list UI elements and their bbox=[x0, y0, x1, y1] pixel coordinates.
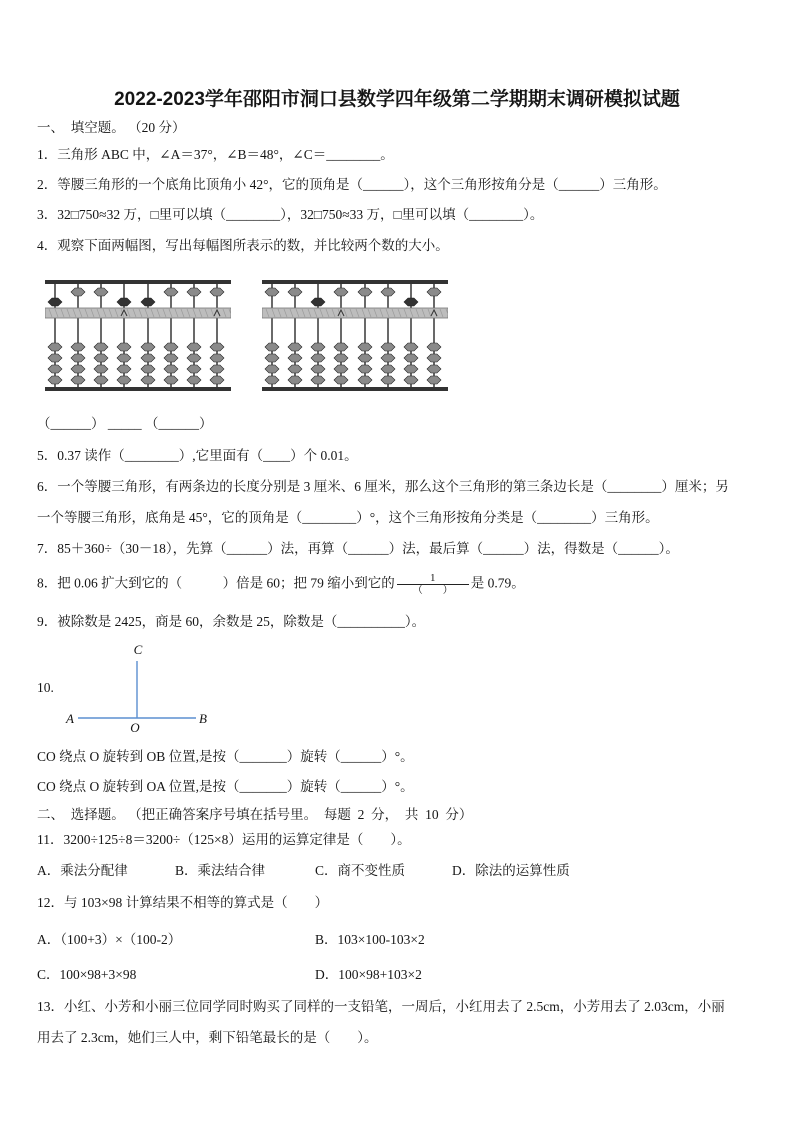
abacus-lower-bead bbox=[427, 343, 441, 351]
abacus-lower-bead bbox=[358, 343, 372, 351]
abacus-lower-bead bbox=[288, 354, 302, 362]
abacus-lower-bead bbox=[334, 365, 348, 373]
question-1: 1．三角形 ABC 中，∠A＝37°，∠B＝48°，∠C＝________。 bbox=[37, 147, 394, 162]
abacus-lower-bead bbox=[187, 365, 201, 373]
abacus-left-figure bbox=[45, 279, 231, 393]
abacus-lower-bead bbox=[210, 376, 224, 384]
abacus-lower-bead bbox=[288, 343, 302, 351]
question-4-answer-line: （______） _____ （______） bbox=[37, 416, 213, 431]
question-10-number: 10. bbox=[37, 680, 54, 695]
abacus-lower-bead bbox=[404, 343, 418, 351]
question-12-option-a: A．（100+3）×（100-2） bbox=[37, 932, 182, 947]
abacus-upper-bead bbox=[334, 288, 348, 296]
abacus-lower-bead bbox=[404, 354, 418, 362]
section-1-heading: 一、 填空题。 （20 分） bbox=[37, 120, 186, 135]
abacus-lower-bead bbox=[381, 376, 395, 384]
abacus-upper-bead bbox=[404, 298, 418, 306]
abacus-lower-bead bbox=[71, 365, 85, 373]
question-7: 7．85＋360÷（30－18），先算（______）法，再算（______）法，最后算（______）法，得数是（______）。 bbox=[37, 541, 679, 556]
question-8-text-after: 是 0.79。 bbox=[470, 575, 525, 591]
question-13-line-2: 用去了 2.3cm，她们三人中，剩下铅笔最长的是（ ）。 bbox=[37, 1030, 378, 1045]
question-12-option-b: B．103×100-103×2 bbox=[315, 932, 425, 947]
abacus-lower-bead bbox=[141, 376, 155, 384]
abacus-lower-bead bbox=[404, 376, 418, 384]
abacus-lower-bead bbox=[71, 343, 85, 351]
point-label-o: O bbox=[130, 720, 140, 735]
abacus-upper-bead bbox=[427, 288, 441, 296]
abacus-lower-bead bbox=[141, 365, 155, 373]
abacus-lower-bead bbox=[187, 376, 201, 384]
question-11-option-b: B．乘法结合律 bbox=[175, 863, 266, 878]
question-11-option-c: C．商不变性质 bbox=[315, 863, 406, 878]
abacus-upper-bead bbox=[187, 288, 201, 296]
abacus-upper-bead bbox=[164, 288, 178, 296]
abacus-upper-bead bbox=[71, 288, 85, 296]
abacus-lower-bead bbox=[404, 365, 418, 373]
abacus-upper-bead bbox=[311, 298, 325, 306]
abacus-lower-bead bbox=[48, 354, 62, 362]
question-4-prompt: 4．观察下面两幅图，写出每幅图所表示的数，并比较两个数的大小。 bbox=[37, 238, 449, 253]
abacus-lower-bead bbox=[187, 354, 201, 362]
abacus-lower-bead bbox=[48, 365, 62, 373]
abacus-lower-bead bbox=[358, 354, 372, 362]
fraction-numerator: 1 bbox=[430, 572, 436, 584]
abacus-lower-bead bbox=[427, 354, 441, 362]
abacus-upper-bead bbox=[288, 288, 302, 296]
abacus-lower-bead bbox=[210, 365, 224, 373]
abacus-lower-bead bbox=[334, 376, 348, 384]
abacus-lower-bead bbox=[164, 376, 178, 384]
abacus-lower-bead bbox=[381, 354, 395, 362]
section-2-heading: 二、 选择题。 （把正确答案序号填在括号里。 每题 2 分， 共 10 分） bbox=[37, 807, 473, 822]
question-12-option-c: C．100×98+3×98 bbox=[37, 967, 137, 982]
exam-title: 2022-2023学年邵阳市洞口县数学四年级第二学期期末调研模拟试题 bbox=[114, 89, 680, 110]
question-6-line-2: 一个等腰三角形，底角是 45°，它的顶角是（________）°，这个三角形按角分类是（________）三角形。 bbox=[37, 510, 659, 525]
question-8-fraction bbox=[397, 572, 469, 597]
question-11-option-a: A．乘法分配律 bbox=[37, 863, 128, 878]
abacus-lower-bead bbox=[311, 376, 325, 384]
abacus-lower-bead bbox=[288, 365, 302, 373]
fraction-denominator: （ ） bbox=[397, 584, 469, 597]
abacus-lower-bead bbox=[164, 343, 178, 351]
abacus-upper-bead bbox=[141, 298, 155, 306]
question-11-option-d: D．除法的运算性质 bbox=[452, 863, 570, 878]
question-12-prompt: 12．与 103×98 计算结果不相等的算式是（ ） bbox=[37, 895, 329, 910]
question-8-text-before: 8．把 0.06 扩大到它的（ ）倍是 60；把 79 缩小到它的 bbox=[37, 575, 395, 591]
abacus-lower-bead bbox=[48, 376, 62, 384]
abacus-lower-bead bbox=[48, 343, 62, 351]
abacus-frame-top bbox=[45, 280, 231, 284]
abacus-lower-bead bbox=[94, 343, 108, 351]
question-8 bbox=[37, 572, 525, 597]
abacus-upper-bead bbox=[94, 288, 108, 296]
abacus-lower-bead bbox=[94, 376, 108, 384]
question-3: 3．32□750≈32 万，□里可以填（________），32□750≈33 万，□里可以填（________）。 bbox=[37, 207, 544, 222]
abacus-lower-bead bbox=[427, 365, 441, 373]
abacus-lower-bead bbox=[94, 354, 108, 362]
abacus-right-figure bbox=[262, 279, 448, 393]
abacus-lower-bead bbox=[210, 354, 224, 362]
point-label-a: A bbox=[66, 711, 74, 726]
abacus-lower-bead bbox=[265, 365, 279, 373]
abacus-frame-bottom bbox=[262, 387, 448, 391]
abacus-frame-bottom bbox=[45, 387, 231, 391]
abacus-lower-bead bbox=[117, 354, 131, 362]
question-5: 5．0.37 读作（________）,它里面有（____）个 0.01。 bbox=[37, 448, 358, 463]
abacus-lower-bead bbox=[210, 343, 224, 351]
abacus-lower-bead bbox=[381, 365, 395, 373]
abacus-lower-bead bbox=[71, 376, 85, 384]
abacus-upper-bead bbox=[358, 288, 372, 296]
point-label-b: B bbox=[199, 711, 207, 726]
question-11-prompt: 11．3200÷125÷8＝3200÷（125×8）运用的运算定律是（ ）。 bbox=[37, 832, 411, 847]
rotation-diagram bbox=[60, 640, 220, 740]
question-13-line-1: 13．小红、小芳和小丽三位同学同时购买了同样的一支铅笔，一周后，小红用去了 2.5cm，小芳用去了 2.03cm，小丽 bbox=[37, 999, 725, 1014]
abacus-lower-bead bbox=[358, 376, 372, 384]
abacus-lower-bead bbox=[71, 354, 85, 362]
abacus-lower-bead bbox=[141, 343, 155, 351]
abacus-lower-bead bbox=[265, 376, 279, 384]
abacus-upper-bead bbox=[265, 288, 279, 296]
question-10-line-1: CO 绕点 O 旋转到 OB 位置,是按（_______）旋转（______）°。 bbox=[37, 749, 414, 764]
abacus-lower-bead bbox=[288, 376, 302, 384]
abacus-frame-top bbox=[262, 280, 448, 284]
abacus-lower-bead bbox=[164, 354, 178, 362]
question-6-line-1: 6．一个等腰三角形，有两条边的长度分别是 3 厘米、6 厘米，那么这个三角形的第三条边长是（________）厘米；另 bbox=[37, 479, 729, 494]
abacus-lower-bead bbox=[265, 343, 279, 351]
abacus-lower-bead bbox=[187, 343, 201, 351]
abacus-lower-bead bbox=[141, 354, 155, 362]
abacus-lower-bead bbox=[427, 376, 441, 384]
abacus-upper-bead bbox=[48, 298, 62, 306]
abacus-lower-bead bbox=[117, 376, 131, 384]
abacus-lower-bead bbox=[94, 365, 108, 373]
abacus-lower-bead bbox=[358, 365, 372, 373]
abacus-lower-bead bbox=[334, 354, 348, 362]
abacus-lower-bead bbox=[381, 343, 395, 351]
question-12-option-d: D．100×98+103×2 bbox=[315, 967, 422, 982]
abacus-lower-bead bbox=[334, 343, 348, 351]
abacus-lower-bead bbox=[311, 354, 325, 362]
abacus-lower-bead bbox=[265, 354, 279, 362]
abacus-lower-bead bbox=[311, 365, 325, 373]
abacus-lower-bead bbox=[164, 365, 178, 373]
question-10-line-2: CO 绕点 O 旋转到 OA 位置,是按（_______）旋转（______）°。 bbox=[37, 779, 414, 794]
abacus-lower-bead bbox=[311, 343, 325, 351]
abacus-lower-bead bbox=[117, 343, 131, 351]
abacus-upper-bead bbox=[210, 288, 224, 296]
abacus-upper-bead bbox=[381, 288, 395, 296]
point-label-c: C bbox=[133, 642, 143, 657]
question-9: 9．被除数是 2425，商是 60，余数是 25，除数是（__________）。 bbox=[37, 614, 426, 629]
abacus-upper-bead bbox=[117, 298, 131, 306]
abacus-lower-bead bbox=[117, 365, 131, 373]
question-2: 2．等腰三角形的一个底角比顶角小 42°，它的顶角是（______），这个三角形按角分是（______）三角形。 bbox=[37, 177, 667, 192]
